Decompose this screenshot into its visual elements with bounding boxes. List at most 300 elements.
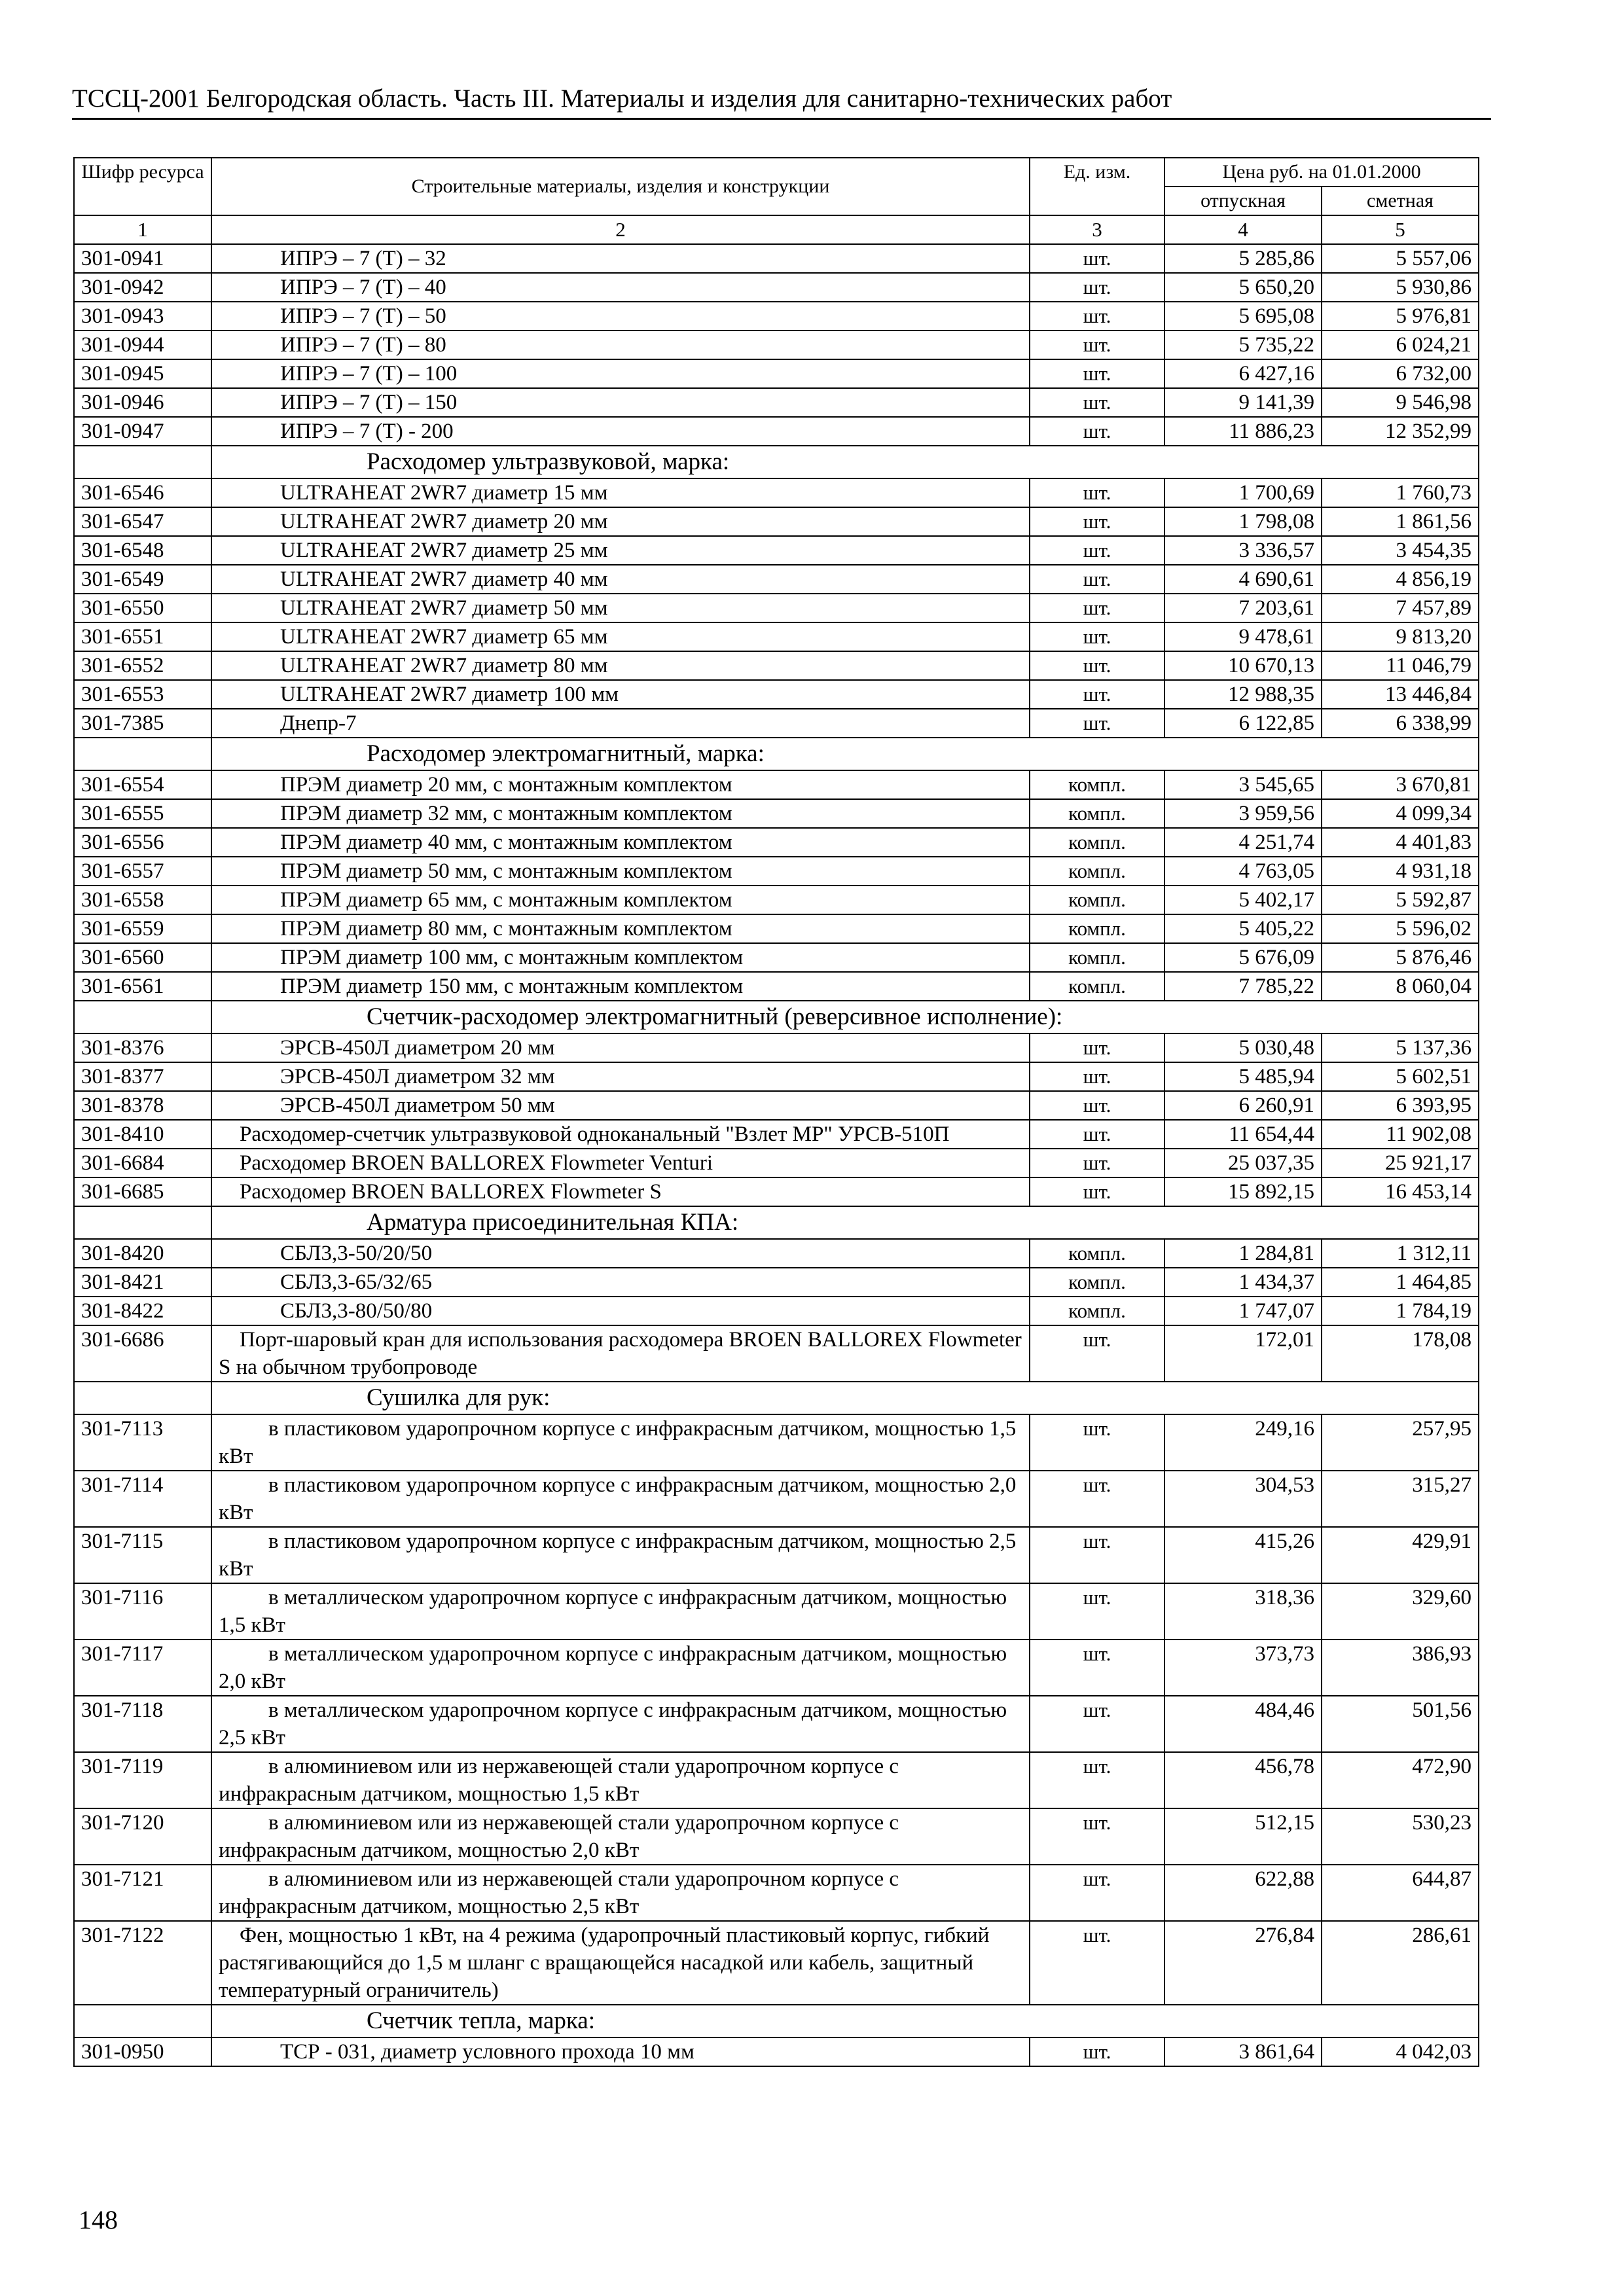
- resource-code-cell: 301-0945: [74, 359, 211, 388]
- table-row: [74, 1268, 1479, 1297]
- estimate-price-cell: 1 464,85: [1322, 1268, 1479, 1297]
- release-price-cell: 3 336,57: [1164, 536, 1322, 565]
- resource-code-cell: 301-6549: [74, 565, 211, 594]
- resource-code-cell: 301-0947: [74, 417, 211, 446]
- unit-cell: компл.: [1030, 886, 1164, 914]
- estimate-price-cell: 9 813,20: [1322, 622, 1479, 651]
- estimate-price-cell: 5 930,86: [1322, 273, 1479, 302]
- material-name-cell: в алюминиевом или из нержавеющей стали ударопрочном корпусе с инфракрасным датчиком, мощностью 1,5 кВт: [211, 1752, 1030, 1808]
- table-row: [74, 1297, 1479, 1325]
- release-price-cell: 172,01: [1164, 1325, 1322, 1382]
- estimate-price-cell: 4 856,19: [1322, 565, 1479, 594]
- table-row: [74, 1471, 1479, 1527]
- release-price-cell: 11 886,23: [1164, 417, 1322, 446]
- table-row: [74, 1177, 1479, 1206]
- material-name-cell: ULTRAHEAT 2WR7 диаметр 20 мм: [211, 507, 1030, 536]
- column-number: 5: [1322, 215, 1479, 244]
- table-row: [74, 594, 1479, 622]
- resource-code-cell: 301-8377: [74, 1062, 211, 1091]
- material-name-cell: Расходомер BROEN BALLOREX Flowmeter S: [211, 1177, 1030, 1206]
- estimate-price-cell: 6 732,00: [1322, 359, 1479, 388]
- column-header-release-price: отпускная: [1164, 187, 1322, 215]
- estimate-price-cell: 3 670,81: [1322, 770, 1479, 799]
- estimate-price-cell: 1 312,11: [1322, 1239, 1479, 1268]
- release-price-cell: 7 785,22: [1164, 972, 1322, 1001]
- section-header-row: [74, 1382, 1479, 1414]
- table-row: [74, 1120, 1479, 1149]
- column-header-code: Шифр ресурса: [74, 158, 211, 215]
- column-number: 2: [211, 215, 1030, 244]
- release-price-cell: 9 141,39: [1164, 388, 1322, 417]
- table-row: [74, 388, 1479, 417]
- section-blank-cell: [74, 1382, 211, 1414]
- material-name-cell: СБЛ3,3-65/32/65: [211, 1268, 1030, 1297]
- estimate-price-cell: 16 453,14: [1322, 1177, 1479, 1206]
- material-name-cell: ИПРЭ – 7 (Т) – 150: [211, 388, 1030, 417]
- estimate-price-cell: 25 921,17: [1322, 1149, 1479, 1177]
- material-name-cell: ПРЭМ диаметр 50 мм, с монтажным комплектом: [211, 857, 1030, 886]
- material-name-cell: ЭРСВ-450Л диаметром 32 мм: [211, 1062, 1030, 1091]
- estimate-price-cell: 4 042,03: [1322, 2037, 1479, 2066]
- unit-cell: компл.: [1030, 1268, 1164, 1297]
- material-name-cell: в металлическом ударопрочном корпусе с инфракрасным датчиком, мощностью 2,5 кВт: [211, 1696, 1030, 1752]
- estimate-price-cell: 5 137,36: [1322, 1033, 1479, 1062]
- table-row: [74, 1033, 1479, 1062]
- section-header-row: [74, 738, 1479, 770]
- estimate-price-cell: 530,23: [1322, 1808, 1479, 1865]
- resource-code-cell: 301-0942: [74, 273, 211, 302]
- section-blank-cell: [74, 1206, 211, 1239]
- material-name-cell: в пластиковом ударопрочном корпусе с инфракрасным датчиком, мощностью 1,5 кВт: [211, 1414, 1030, 1471]
- table-row: [74, 1583, 1479, 1640]
- table-row: [74, 828, 1479, 857]
- resource-code-cell: 301-6684: [74, 1149, 211, 1177]
- estimate-price-cell: 6 024,21: [1322, 331, 1479, 359]
- table-row: [74, 886, 1479, 914]
- column-number: 1: [74, 215, 211, 244]
- table-row: [74, 651, 1479, 680]
- material-name-cell: ПРЭМ диаметр 40 мм, с монтажным комплектом: [211, 828, 1030, 857]
- unit-cell: шт.: [1030, 302, 1164, 331]
- unit-cell: шт.: [1030, 1177, 1164, 1206]
- material-name-cell: Расходомер-счетчик ультразвуковой одноканальный "Взлет МР" УРСВ-510П: [211, 1120, 1030, 1149]
- estimate-price-cell: 12 352,99: [1322, 417, 1479, 446]
- section-header-row: [74, 1206, 1479, 1239]
- estimate-price-cell: 501,56: [1322, 1696, 1479, 1752]
- resource-code-cell: 301-6546: [74, 478, 211, 507]
- unit-cell: шт.: [1030, 1527, 1164, 1583]
- estimate-price-cell: 8 060,04: [1322, 972, 1479, 1001]
- unit-cell: шт.: [1030, 1149, 1164, 1177]
- estimate-price-cell: 386,93: [1322, 1640, 1479, 1696]
- unit-cell: шт.: [1030, 536, 1164, 565]
- release-price-cell: 6 122,85: [1164, 709, 1322, 738]
- release-price-cell: 5 485,94: [1164, 1062, 1322, 1091]
- estimate-price-cell: 13 446,84: [1322, 680, 1479, 709]
- resource-code-cell: 301-7117: [74, 1640, 211, 1696]
- material-name-cell: ИПРЭ – 7 (Т) – 32: [211, 244, 1030, 273]
- material-name-cell: Расходомер BROEN BALLOREX Flowmeter Venturi: [211, 1149, 1030, 1177]
- table-row: [74, 857, 1479, 886]
- unit-cell: шт.: [1030, 1752, 1164, 1808]
- table-row: [74, 914, 1479, 943]
- resource-code-cell: 301-0944: [74, 331, 211, 359]
- release-price-cell: 5 405,22: [1164, 914, 1322, 943]
- release-price-cell: 373,73: [1164, 1640, 1322, 1696]
- resource-code-cell: 301-6686: [74, 1325, 211, 1382]
- unit-cell: шт.: [1030, 1120, 1164, 1149]
- resource-code-cell: 301-8376: [74, 1033, 211, 1062]
- release-price-cell: 276,84: [1164, 1921, 1322, 2005]
- estimate-price-cell: 6 338,99: [1322, 709, 1479, 738]
- unit-cell: шт.: [1030, 680, 1164, 709]
- table-row: [74, 1527, 1479, 1583]
- material-name-cell: в алюминиевом или из нержавеющей стали ударопрочном корпусе с инфракрасным датчиком, мощностью 2,0 кВт: [211, 1808, 1030, 1865]
- table-row: [74, 507, 1479, 536]
- table-body: [74, 244, 1479, 2066]
- release-price-cell: 5 695,08: [1164, 302, 1322, 331]
- table-row: [74, 331, 1479, 359]
- estimate-price-cell: 3 454,35: [1322, 536, 1479, 565]
- material-name-cell: ULTRAHEAT 2WR7 диаметр 100 мм: [211, 680, 1030, 709]
- table-row: [74, 972, 1479, 1001]
- unit-cell: шт.: [1030, 1808, 1164, 1865]
- estimate-price-cell: 5 596,02: [1322, 914, 1479, 943]
- estimate-price-cell: 9 546,98: [1322, 388, 1479, 417]
- table-row: [74, 2037, 1479, 2066]
- estimate-price-cell: 315,27: [1322, 1471, 1479, 1527]
- release-price-cell: 1 798,08: [1164, 507, 1322, 536]
- resource-code-cell: 301-6552: [74, 651, 211, 680]
- section-title: Арматура присоединительная КПА:: [211, 1206, 1479, 1239]
- unit-cell: шт.: [1030, 1865, 1164, 1921]
- estimate-price-cell: 11 046,79: [1322, 651, 1479, 680]
- material-name-cell: ЭРСВ-450Л диаметром 50 мм: [211, 1091, 1030, 1120]
- release-price-cell: 1 284,81: [1164, 1239, 1322, 1268]
- release-price-cell: 6 427,16: [1164, 359, 1322, 388]
- column-header-name: Строительные материалы, изделия и конструкции: [211, 158, 1030, 215]
- material-name-cell: Порт-шаровый кран для использования расходомера BROEN BALLOREX Flowmeter S на обычном трубопроводе: [211, 1325, 1030, 1382]
- material-name-cell: Фен, мощностью 1 кВт, на 4 режима (ударопрочный пластиковый корпус, гибкий растягивающийся до 1,5 м шланг с вращающейся насадкой или кабель, защитный температурный ограничитель): [211, 1921, 1030, 2005]
- material-name-cell: ПРЭМ диаметр 150 мм, с монтажным комплектом: [211, 972, 1030, 1001]
- material-name-cell: в металлическом ударопрочном корпусе с инфракрасным датчиком, мощностью 1,5 кВт: [211, 1583, 1030, 1640]
- estimate-price-cell: 178,08: [1322, 1325, 1479, 1382]
- unit-cell: шт.: [1030, 594, 1164, 622]
- release-price-cell: 9 478,61: [1164, 622, 1322, 651]
- material-name-cell: ИПРЭ – 7 (Т) – 100: [211, 359, 1030, 388]
- resource-code-cell: 301-0946: [74, 388, 211, 417]
- estimate-price-cell: 1 784,19: [1322, 1297, 1479, 1325]
- unit-cell: компл.: [1030, 828, 1164, 857]
- table-row: [74, 1414, 1479, 1471]
- release-price-cell: 7 203,61: [1164, 594, 1322, 622]
- material-name-cell: СБЛ3,3-80/50/80: [211, 1297, 1030, 1325]
- estimate-price-cell: 6 393,95: [1322, 1091, 1479, 1120]
- release-price-cell: 622,88: [1164, 1865, 1322, 1921]
- estimate-price-cell: 1 760,73: [1322, 478, 1479, 507]
- release-price-cell: 4 251,74: [1164, 828, 1322, 857]
- unit-cell: шт.: [1030, 359, 1164, 388]
- column-header-estimate-price: сметная: [1322, 187, 1479, 215]
- release-price-cell: 5 030,48: [1164, 1033, 1322, 1062]
- release-price-cell: 5 735,22: [1164, 331, 1322, 359]
- table-row: [74, 1091, 1479, 1120]
- resource-code-cell: 301-6558: [74, 886, 211, 914]
- section-title: Расходомер ультразвуковой, марка:: [211, 446, 1479, 478]
- material-name-cell: ULTRAHEAT 2WR7 диаметр 65 мм: [211, 622, 1030, 651]
- estimate-price-cell: 5 976,81: [1322, 302, 1479, 331]
- release-price-cell: 484,46: [1164, 1696, 1322, 1752]
- table-row: [74, 1696, 1479, 1752]
- material-name-cell: ПРЭМ диаметр 100 мм, с монтажным комплектом: [211, 943, 1030, 972]
- release-price-cell: 11 654,44: [1164, 1120, 1322, 1149]
- resource-code-cell: 301-6555: [74, 799, 211, 828]
- column-number: 3: [1030, 215, 1164, 244]
- table-row: [74, 1149, 1479, 1177]
- unit-cell: компл.: [1030, 857, 1164, 886]
- table-row: [74, 1640, 1479, 1696]
- material-name-cell: ПРЭМ диаметр 20 мм, с монтажным комплектом: [211, 770, 1030, 799]
- table-row: [74, 302, 1479, 331]
- table-row: [74, 565, 1479, 594]
- column-number: 4: [1164, 215, 1322, 244]
- column-header-unit: Ед. изм.: [1030, 158, 1164, 215]
- release-price-cell: 318,36: [1164, 1583, 1322, 1640]
- material-name-cell: в алюминиевом или из нержавеющей стали ударопрочном корпусе с инфракрасным датчиком, мощностью 2,5 кВт: [211, 1865, 1030, 1921]
- section-blank-cell: [74, 446, 211, 478]
- material-name-cell: в металлическом ударопрочном корпусе с инфракрасным датчиком, мощностью 2,0 кВт: [211, 1640, 1030, 1696]
- unit-cell: шт.: [1030, 331, 1164, 359]
- resource-code-cell: 301-6554: [74, 770, 211, 799]
- release-price-cell: 15 892,15: [1164, 1177, 1322, 1206]
- material-name-cell: в пластиковом ударопрочном корпусе с инфракрасным датчиком, мощностью 2,0 кВт: [211, 1471, 1030, 1527]
- estimate-price-cell: 644,87: [1322, 1865, 1479, 1921]
- material-name-cell: ULTRAHEAT 2WR7 диаметр 50 мм: [211, 594, 1030, 622]
- table-row: [74, 622, 1479, 651]
- resource-code-cell: 301-6550: [74, 594, 211, 622]
- material-name-cell: ИПРЭ – 7 (Т) – 50: [211, 302, 1030, 331]
- release-price-cell: 456,78: [1164, 1752, 1322, 1808]
- release-price-cell: 304,53: [1164, 1471, 1322, 1527]
- header-rule: [72, 118, 1491, 120]
- material-name-cell: ULTRAHEAT 2WR7 диаметр 15 мм: [211, 478, 1030, 507]
- section-header-row: [74, 1001, 1479, 1033]
- table-row: [74, 1325, 1479, 1382]
- resource-code-cell: 301-6559: [74, 914, 211, 943]
- unit-cell: шт.: [1030, 1696, 1164, 1752]
- resource-code-cell: 301-8422: [74, 1297, 211, 1325]
- resource-code-cell: 301-6553: [74, 680, 211, 709]
- table-row: [74, 478, 1479, 507]
- release-price-cell: 12 988,35: [1164, 680, 1322, 709]
- unit-cell: шт.: [1030, 651, 1164, 680]
- unit-cell: шт.: [1030, 1921, 1164, 2005]
- material-name-cell: ULTRAHEAT 2WR7 диаметр 80 мм: [211, 651, 1030, 680]
- release-price-cell: 5 650,20: [1164, 273, 1322, 302]
- unit-cell: шт.: [1030, 622, 1164, 651]
- table-row: [74, 1752, 1479, 1808]
- material-name-cell: ЭРСВ-450Л диаметром 20 мм: [211, 1033, 1030, 1062]
- unit-cell: компл.: [1030, 943, 1164, 972]
- table-row: [74, 1921, 1479, 2005]
- unit-cell: компл.: [1030, 1239, 1164, 1268]
- estimate-price-cell: 429,91: [1322, 1527, 1479, 1583]
- resource-code-cell: 301-6557: [74, 857, 211, 886]
- estimate-price-cell: 257,95: [1322, 1414, 1479, 1471]
- section-blank-cell: [74, 2005, 211, 2037]
- table-row: [74, 536, 1479, 565]
- unit-cell: шт.: [1030, 244, 1164, 273]
- resource-code-cell: 301-7114: [74, 1471, 211, 1527]
- table-row: [74, 417, 1479, 446]
- release-price-cell: 249,16: [1164, 1414, 1322, 1471]
- resource-code-cell: 301-6551: [74, 622, 211, 651]
- estimate-price-cell: 4 401,83: [1322, 828, 1479, 857]
- unit-cell: компл.: [1030, 914, 1164, 943]
- unit-cell: шт.: [1030, 388, 1164, 417]
- estimate-price-cell: 472,90: [1322, 1752, 1479, 1808]
- unit-cell: шт.: [1030, 2037, 1164, 2066]
- resource-code-cell: 301-7115: [74, 1527, 211, 1583]
- release-price-cell: 4 690,61: [1164, 565, 1322, 594]
- material-name-cell: ИПРЭ – 7 (Т) - 200: [211, 417, 1030, 446]
- resource-code-cell: 301-8410: [74, 1120, 211, 1149]
- material-name-cell: ИПРЭ – 7 (Т) – 80: [211, 331, 1030, 359]
- estimate-price-cell: 4 099,34: [1322, 799, 1479, 828]
- release-price-cell: 3 861,64: [1164, 2037, 1322, 2066]
- unit-cell: шт.: [1030, 478, 1164, 507]
- resource-code-cell: 301-8378: [74, 1091, 211, 1120]
- section-header-row: [74, 446, 1479, 478]
- page-header-title: ТССЦ-2001 Белгородская область. Часть III. Материалы и изделия для санитарно-технических работ: [72, 84, 1172, 113]
- resource-code-cell: 301-6685: [74, 1177, 211, 1206]
- section-title: Счетчик-расходомер электромагнитный (реверсивное исполнение):: [211, 1001, 1479, 1033]
- unit-cell: шт.: [1030, 565, 1164, 594]
- release-price-cell: 415,26: [1164, 1527, 1322, 1583]
- material-name-cell: Днепр-7: [211, 709, 1030, 738]
- release-price-cell: 1 700,69: [1164, 478, 1322, 507]
- resource-code-cell: 301-7385: [74, 709, 211, 738]
- resource-code-cell: 301-6547: [74, 507, 211, 536]
- resource-code-cell: 301-8421: [74, 1268, 211, 1297]
- unit-cell: шт.: [1030, 709, 1164, 738]
- release-price-cell: 3 959,56: [1164, 799, 1322, 828]
- unit-cell: шт.: [1030, 417, 1164, 446]
- release-price-cell: 512,15: [1164, 1808, 1322, 1865]
- release-price-cell: 5 676,09: [1164, 943, 1322, 972]
- section-header-row: [74, 2005, 1479, 2037]
- resource-code-cell: 301-7113: [74, 1414, 211, 1471]
- unit-cell: шт.: [1030, 1471, 1164, 1527]
- resource-code-cell: 301-6556: [74, 828, 211, 857]
- estimate-price-cell: 5 602,51: [1322, 1062, 1479, 1091]
- section-blank-cell: [74, 1001, 211, 1033]
- unit-cell: компл.: [1030, 770, 1164, 799]
- estimate-price-cell: 329,60: [1322, 1583, 1479, 1640]
- section-title: Счетчик тепла, марка:: [211, 2005, 1479, 2037]
- unit-cell: шт.: [1030, 1091, 1164, 1120]
- section-blank-cell: [74, 738, 211, 770]
- resource-code-cell: 301-0941: [74, 244, 211, 273]
- unit-cell: шт.: [1030, 1062, 1164, 1091]
- material-name-cell: ПРЭМ диаметр 80 мм, с монтажным комплектом: [211, 914, 1030, 943]
- estimate-price-cell: 4 931,18: [1322, 857, 1479, 886]
- table-row: [74, 943, 1479, 972]
- release-price-cell: 10 670,13: [1164, 651, 1322, 680]
- material-name-cell: в пластиковом ударопрочном корпусе с инфракрасным датчиком, мощностью 2,5 кВт: [211, 1527, 1030, 1583]
- material-name-cell: ИПРЭ – 7 (Т) – 40: [211, 273, 1030, 302]
- release-price-cell: 6 260,91: [1164, 1091, 1322, 1120]
- resource-code-cell: 301-6560: [74, 943, 211, 972]
- release-price-cell: 5 285,86: [1164, 244, 1322, 273]
- section-title: Сушилка для рук:: [211, 1382, 1479, 1414]
- price-table: [73, 157, 1479, 2067]
- table-row: [74, 709, 1479, 738]
- release-price-cell: 25 037,35: [1164, 1149, 1322, 1177]
- unit-cell: компл.: [1030, 799, 1164, 828]
- material-name-cell: ПРЭМ диаметр 65 мм, с монтажным комплектом: [211, 886, 1030, 914]
- material-name-cell: ТСР - 031, диаметр условного прохода 10 мм: [211, 2037, 1030, 2066]
- material-name-cell: ULTRAHEAT 2WR7 диаметр 40 мм: [211, 565, 1030, 594]
- estimate-price-cell: 286,61: [1322, 1921, 1479, 2005]
- estimate-price-cell: 11 902,08: [1322, 1120, 1479, 1149]
- unit-cell: шт.: [1030, 1583, 1164, 1640]
- resource-code-cell: 301-0950: [74, 2037, 211, 2066]
- resource-code-cell: 301-6548: [74, 536, 211, 565]
- table-row: [74, 1808, 1479, 1865]
- release-price-cell: 4 763,05: [1164, 857, 1322, 886]
- release-price-cell: 5 402,17: [1164, 886, 1322, 914]
- resource-code-cell: 301-7116: [74, 1583, 211, 1640]
- page-number: 148: [79, 2205, 118, 2234]
- table-row: [74, 273, 1479, 302]
- release-price-cell: 1 747,07: [1164, 1297, 1322, 1325]
- material-name-cell: ULTRAHEAT 2WR7 диаметр 25 мм: [211, 536, 1030, 565]
- column-header-price-group: Цена руб. на 01.01.2000: [1164, 158, 1479, 187]
- estimate-price-cell: 7 457,89: [1322, 594, 1479, 622]
- release-price-cell: 1 434,37: [1164, 1268, 1322, 1297]
- material-name-cell: ПРЭМ диаметр 32 мм, с монтажным комплектом: [211, 799, 1030, 828]
- material-name-cell: СБЛ3,3-50/20/50: [211, 1239, 1030, 1268]
- table-row: [74, 1865, 1479, 1921]
- resource-code-cell: 301-8420: [74, 1239, 211, 1268]
- section-title: Расходомер электромагнитный, марка:: [211, 738, 1479, 770]
- unit-cell: шт.: [1030, 507, 1164, 536]
- unit-cell: шт.: [1030, 1640, 1164, 1696]
- resource-code-cell: 301-7118: [74, 1696, 211, 1752]
- resource-code-cell: 301-7120: [74, 1808, 211, 1865]
- estimate-price-cell: 1 861,56: [1322, 507, 1479, 536]
- estimate-price-cell: 5 592,87: [1322, 886, 1479, 914]
- table-row: [74, 244, 1479, 273]
- resource-code-cell: 301-6561: [74, 972, 211, 1001]
- unit-cell: шт.: [1030, 273, 1164, 302]
- resource-code-cell: 301-7119: [74, 1752, 211, 1808]
- table-row: [74, 1062, 1479, 1091]
- table-row: [74, 770, 1479, 799]
- resource-code-cell: 301-7121: [74, 1865, 211, 1921]
- unit-cell: компл.: [1030, 1297, 1164, 1325]
- unit-cell: шт.: [1030, 1325, 1164, 1382]
- unit-cell: шт.: [1030, 1414, 1164, 1471]
- unit-cell: компл.: [1030, 972, 1164, 1001]
- release-price-cell: 3 545,65: [1164, 770, 1322, 799]
- unit-cell: шт.: [1030, 1033, 1164, 1062]
- table-row: [74, 799, 1479, 828]
- estimate-price-cell: 5 557,06: [1322, 244, 1479, 273]
- table-row: [74, 359, 1479, 388]
- resource-code-cell: 301-0943: [74, 302, 211, 331]
